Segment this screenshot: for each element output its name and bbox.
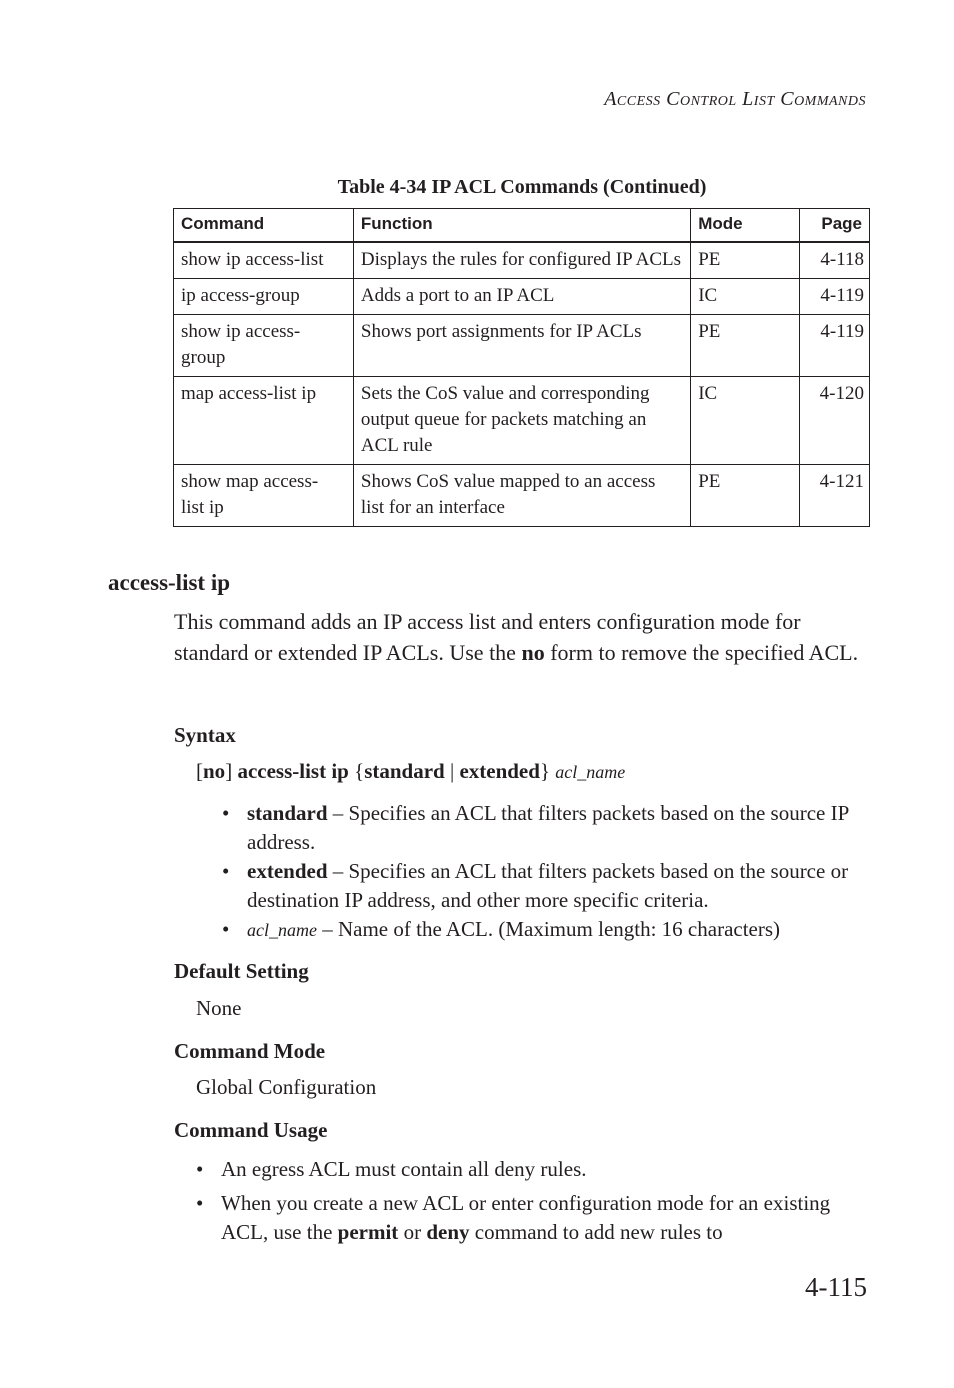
- syntax-pipe: |: [444, 759, 460, 783]
- section-title: access-list ip: [108, 570, 231, 595]
- intro-text-before: This command adds an IP access list and enters configuration mode for standard or extended IP ACLs. Use the: [174, 609, 801, 665]
- syntax-standard: standard: [364, 759, 445, 783]
- table-header-row: [174, 209, 870, 243]
- table-row: [174, 377, 870, 465]
- syntax-brace-open: {: [348, 759, 365, 783]
- syntax-heading: Syntax: [174, 723, 236, 747]
- default-setting-value: None: [196, 996, 242, 1020]
- syntax-line: [196, 759, 625, 784]
- list-item: [196, 1189, 866, 1247]
- cell-mode: PE: [691, 465, 800, 527]
- cell-function: Shows port assignments for IP ACLs: [353, 315, 690, 377]
- syntax-item-term: extended: [247, 859, 328, 883]
- table-caption: Table 4-34 IP ACL Commands (Continued): [337, 176, 707, 198]
- cell-page: 4-121: [800, 465, 870, 527]
- cell-function: Adds a port to an IP ACL: [353, 279, 690, 315]
- cell-command: show ip access-list: [174, 242, 354, 279]
- default-setting-heading: Default Setting: [174, 959, 309, 983]
- command-usage-heading: Command Usage: [174, 1118, 328, 1142]
- cell-page: 4-119: [800, 315, 870, 377]
- list-item: • An egress ACL must contain all deny rules.: [196, 1155, 866, 1184]
- table-row: [174, 242, 870, 279]
- syntax-open-bracket: [: [196, 759, 203, 783]
- syntax-close-bracket: ]: [225, 759, 238, 783]
- column-header-function: Function: [353, 209, 690, 243]
- running-header: Access Control List Commands: [604, 88, 866, 110]
- usage-keyword-deny: deny: [426, 1220, 470, 1244]
- cell-function: Shows CoS value mapped to an access list for an interface: [353, 465, 690, 527]
- syntax-brace-close: }: [539, 759, 556, 783]
- cell-page: 4-119: [800, 279, 870, 315]
- syntax-item-desc: – Name of the ACL. (Maximum length: 16 characters): [316, 917, 781, 941]
- syntax-item-term: standard: [247, 801, 328, 825]
- cell-command: [174, 465, 354, 527]
- ip-acl-commands-table: [173, 208, 870, 527]
- intro-paragraph: [174, 606, 864, 668]
- list-item: [222, 915, 862, 945]
- intro-text-after: form to remove the specified ACL.: [544, 640, 859, 665]
- cell-mode: PE: [691, 242, 800, 279]
- usage-keyword-permit: permit: [337, 1220, 399, 1244]
- cell-page: 4-120: [800, 377, 870, 465]
- usage-text-before: When you create a new ACL or enter configuration mode for an existing ACL, use the: [221, 1191, 831, 1244]
- syntax-item-desc: – Specifies an ACL that filters packets based on the source or destination IP address, and other more specific criteria.: [247, 859, 849, 912]
- command-mode-value: Global Configuration: [196, 1075, 377, 1099]
- table-row: [174, 465, 870, 527]
- cell-mode: IC: [691, 279, 800, 315]
- command-usage-list: [196, 1155, 866, 1252]
- cell-mode: IC: [691, 377, 800, 465]
- cell-command: map access-list ip: [174, 377, 354, 465]
- table-row: [174, 315, 870, 377]
- syntax-item-desc: – Specifies an ACL that filters packets based on the source IP address.: [247, 801, 849, 854]
- cell-command: [174, 315, 354, 377]
- cell-command: ip access-group: [174, 279, 354, 315]
- usage-text-after: command to add new rules to: [469, 1220, 723, 1244]
- column-header-mode: Mode: [691, 209, 800, 243]
- column-header-command: Command: [174, 209, 354, 243]
- syntax-items-list: [222, 799, 862, 945]
- cell-function: Sets the CoS value and corresponding output queue for packets matching an ACL rule: [353, 377, 690, 465]
- command-mode-heading: Command Mode: [174, 1039, 326, 1063]
- cell-command-text: show ip access-group: [181, 321, 301, 368]
- syntax-param: acl_name: [555, 762, 626, 782]
- syntax-extended: extended: [459, 759, 540, 783]
- cell-page: 4-118: [800, 242, 870, 279]
- list-item: [222, 857, 862, 915]
- cell-command-text: show map access-list ip: [181, 471, 319, 518]
- table-row: [174, 279, 870, 315]
- cell-function: Displays the rules for configured IP ACLs: [353, 242, 690, 279]
- syntax-no: no: [203, 759, 226, 783]
- syntax-item-term: acl_name: [247, 920, 317, 940]
- list-item: [222, 799, 862, 857]
- usage-text-middle: or: [398, 1220, 427, 1244]
- page-number: 4-115: [805, 1272, 867, 1302]
- syntax-command: access-list ip: [237, 759, 349, 783]
- column-header-page: Page: [800, 209, 870, 243]
- cell-mode: PE: [691, 315, 800, 377]
- intro-keyword-no: no: [521, 640, 545, 665]
